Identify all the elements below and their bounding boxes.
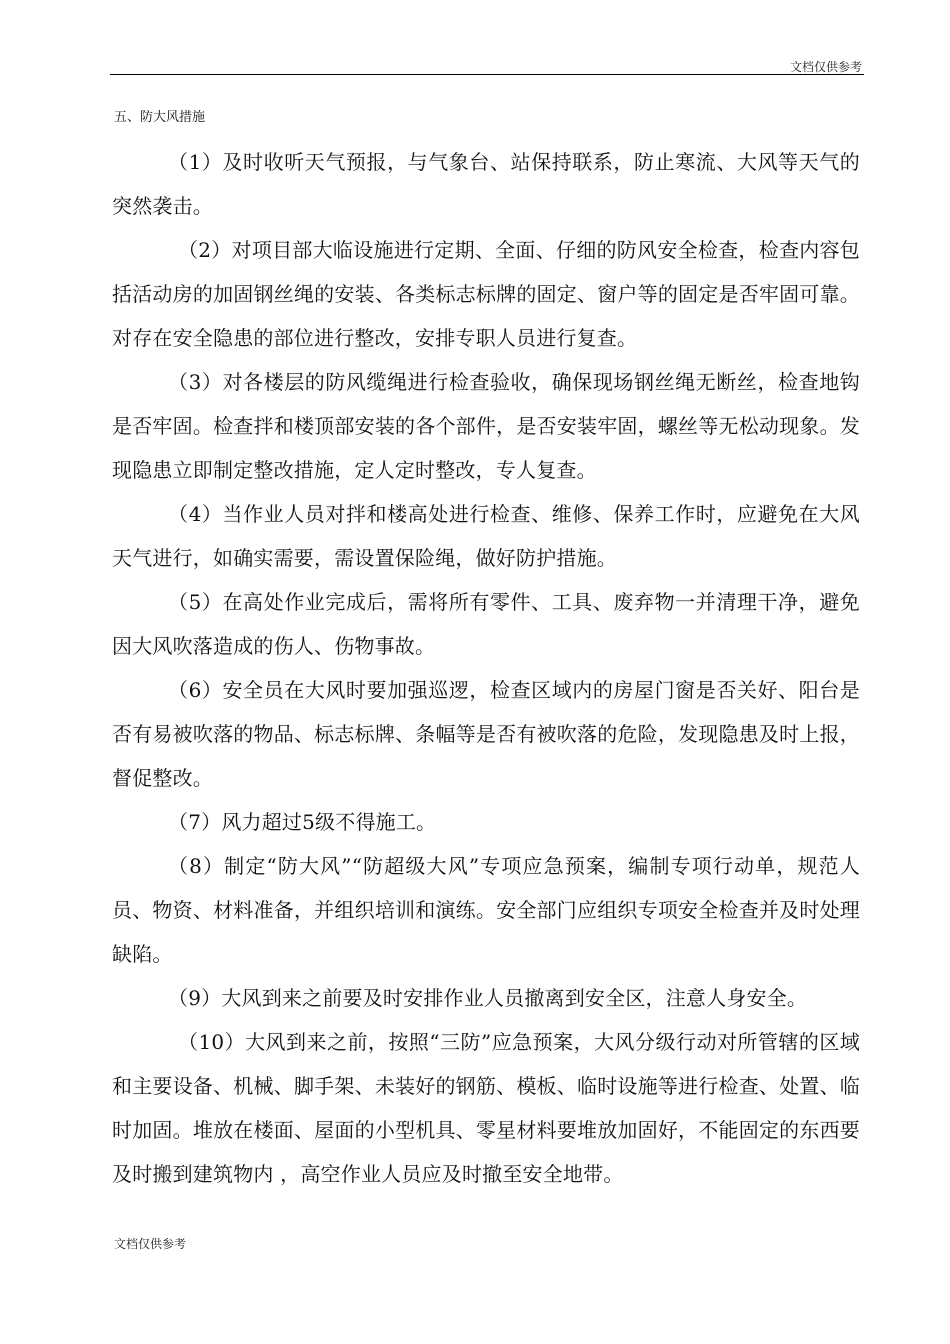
paragraph-3: （3）对各楼层的防风缆绳进行检查验收，确保现场钢丝绳无断丝，检查地钩是否牢固。检查拌和楼顶部安装的各个部件，是否安装牢固，螺丝等无松动现象。发现隐患立即制定整改措施，定人定时整改，专人复查。 — [112, 370, 860, 482]
section-heading: 五、防大风措施 — [114, 110, 206, 125]
paragraph-6: （6）安全员在大风时要加强巡逻，检查区域内的房屋门窗是否关好、阳台是否有易被吹落的物品、标志标牌、条幅等是否有被吹落的危险，发现隐患及时上报，督促整改。 — [112, 678, 860, 790]
paragraph-8: （8）制定“防大风”“防超级大风”专项应急预案，编制专项行动单，规范人员、物资、材料准备，并组织培训和演练。安全部门应组织专项安全检查并及时处理缺陷。 — [112, 854, 860, 966]
paragraph-7: （7）风力超过5级不得施工。 — [168, 810, 437, 834]
page-footer: 文档仅供参考 — [114, 1237, 187, 1251]
paragraph-1: （1）及时收听天气预报，与气象台、站保持联系，防止寒流、大风等天气的突然袭击。 — [112, 150, 860, 218]
paragraph-5: （5）在高处作业完成后，需将所有零件、工具、废弃物一并清理干净，避免因大风吹落造成的伤人、伤物事故。 — [112, 590, 860, 658]
paragraph-10: （10）大风到来之前，按照“三防”应急预案，大风分级行动对所管辖的区域和主要设备、机械、脚手架、未装好的钢筋、模板、临时设施等进行检查、处置、临时加固。堆放在楼面、屋面的小型机具、零星材料要堆放加固好，不能固定的东西要及时搬到建筑物内 ，高空作业人员应及时撤至安全地带。 — [112, 1030, 860, 1186]
paragraph-4: （4）当作业人员对拌和楼高处进行检查、维修、保养工作时，应避免在大风天气进行，如确实需要，需设置保险绳，做好防护措施。 — [112, 502, 860, 570]
paragraph-2: （2）对项目部大临设施进行定期、全面、仔细的防风安全检查，检查内容包括活动房的加固钢丝绳的安装、各类标志标牌的固定、窗户等的固定是否牢固可靠。对存在安全隐患的部位进行整改，安排专职人员进行复查。 — [112, 238, 860, 350]
page-header: 文档仅供参考 — [789, 60, 862, 74]
header-rule — [110, 74, 864, 75]
document-body — [112, 140, 860, 1196]
paragraph-9: （9）大风到来之前要及时安排作业人员撤离到安全区，注意人身安全。 — [168, 986, 808, 1010]
